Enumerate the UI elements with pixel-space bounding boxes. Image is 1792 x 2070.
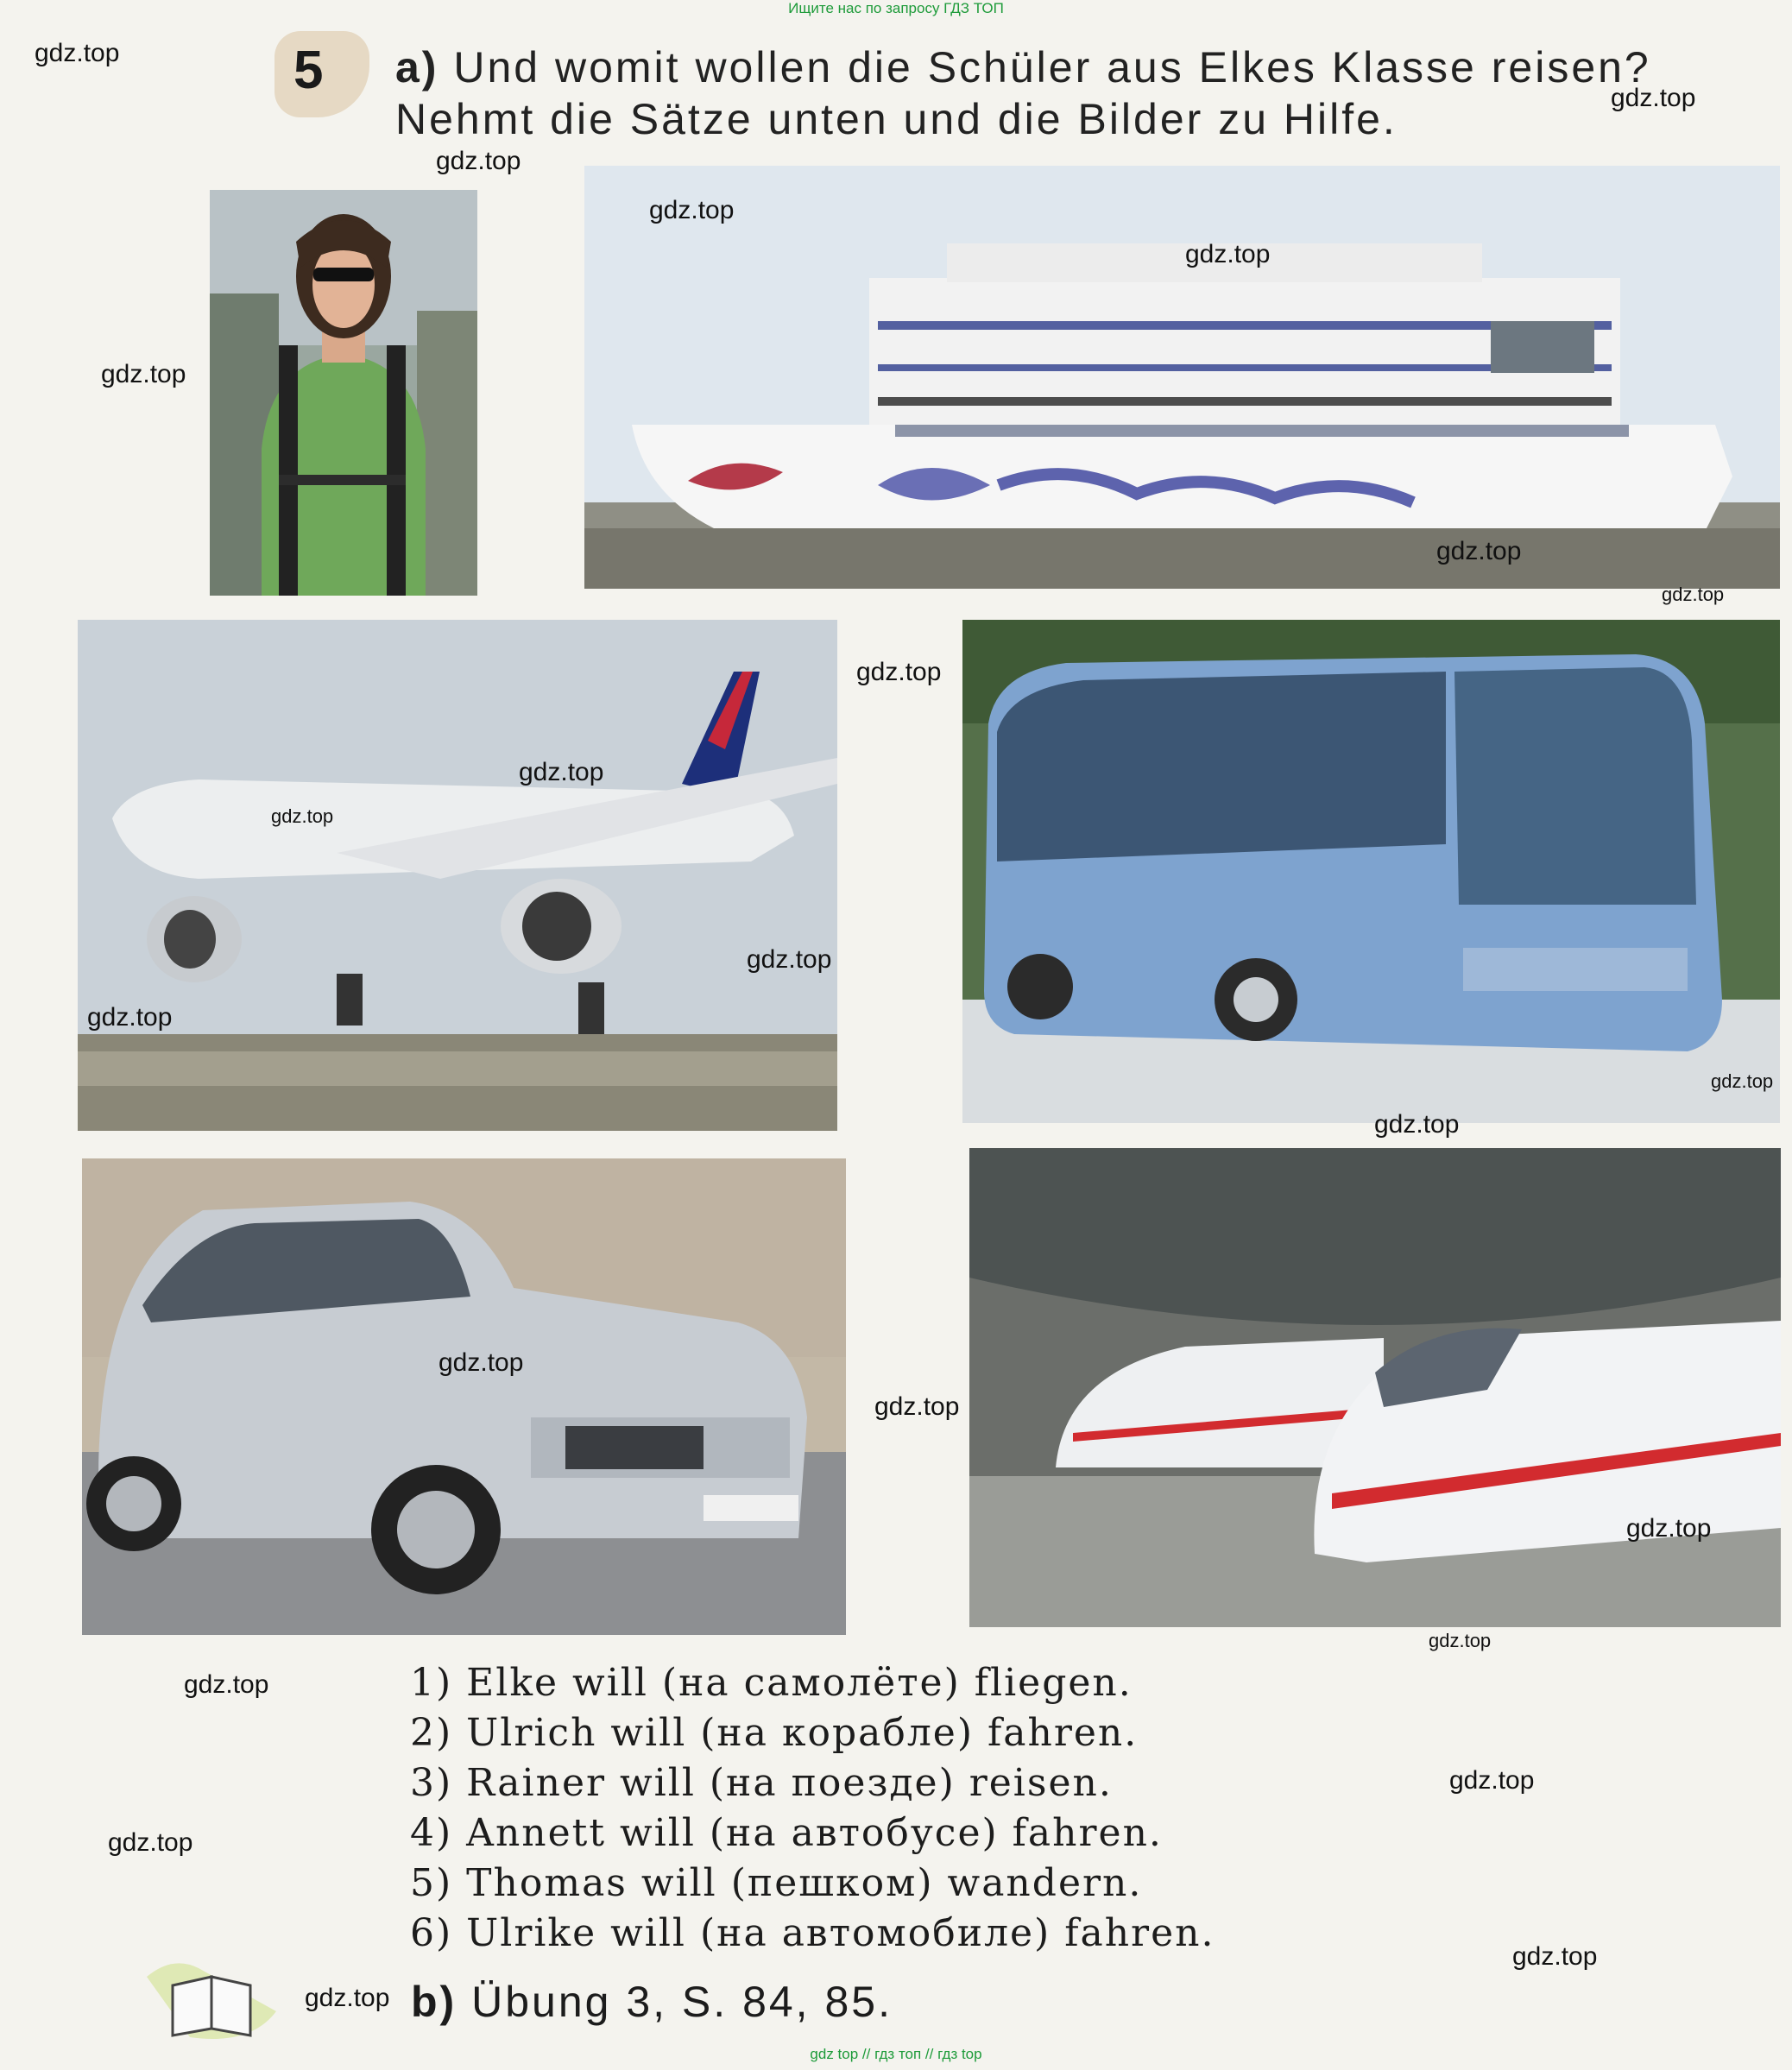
cruise-ship-photo: [584, 166, 1780, 589]
sentence-5: 5) Thomas will (пешком) wandern.: [410, 1861, 1143, 1905]
watermark: gdz.top: [436, 147, 521, 175]
watermark: gdz.top: [1662, 584, 1725, 605]
workbook-icon: [138, 1951, 285, 2046]
watermark: gdz.top: [519, 758, 604, 786]
watermark: gdz.top: [87, 1003, 173, 1032]
watermark: gdz.top: [1185, 240, 1271, 268]
coach-bus-photo: [962, 620, 1780, 1123]
sentence-6: 6) Ulrike will (на автомобиле) fahren.: [410, 1911, 1215, 1955]
part-b-label: b): [411, 1978, 457, 2026]
top-banner: Ищите нас по запросу ГДЗ ТОП: [788, 0, 1004, 16]
watermark: gdz.top: [305, 1984, 390, 2012]
watermark: gdz.top: [1429, 1630, 1492, 1651]
watermark: gdz.top: [1436, 537, 1522, 565]
watermark: gdz.top: [35, 39, 120, 67]
watermark: gdz.top: [1626, 1514, 1712, 1543]
watermark: gdz.top: [874, 1392, 960, 1421]
watermark: gdz.top: [108, 1828, 193, 1857]
task-heading: [395, 41, 1776, 145]
sentence-2: 2) Ulrich will (на корабле) fahren.: [410, 1711, 1139, 1755]
watermark: gdz.top: [184, 1670, 269, 1699]
watermark: gdz.top: [856, 658, 942, 686]
watermark: gdz.top: [271, 805, 334, 827]
part-b-text: Übung 3, S. 84, 85.: [471, 1978, 893, 2026]
sentence-1: 1) Elke will (на самолёте) fliegen.: [410, 1661, 1133, 1705]
part-a-label: a): [395, 43, 439, 92]
ice-train-photo: [969, 1148, 1781, 1627]
watermark: gdz.top: [1374, 1110, 1460, 1139]
watermark: gdz.top: [1611, 84, 1696, 112]
part-a-text: Und womit wollen die Schüler aus Elkes Klasse reisen? Nehmt die Sätze unten und die Bilder zu Hilfe.: [395, 43, 1651, 143]
watermark: gdz.top: [101, 360, 186, 388]
watermark: gdz.top: [747, 945, 832, 974]
sentence-3: 3) Rainer will (на поезде) reisen.: [410, 1761, 1113, 1805]
hiker-photo: [210, 190, 477, 596]
part-b: [411, 1977, 893, 2027]
airplane-photo: [78, 620, 837, 1131]
watermark: gdz.top: [1449, 1766, 1535, 1795]
watermark: gdz.top: [649, 196, 735, 224]
sentence-4: 4) Annett will (на автобусе) fahren.: [410, 1811, 1163, 1855]
watermark: gdz.top: [439, 1348, 524, 1377]
watermark: gdz.top: [1711, 1070, 1774, 1092]
watermark: gdz.top: [1512, 1942, 1598, 1971]
car-photo: [82, 1158, 846, 1635]
exercise-number: 5: [293, 41, 324, 100]
bottom-banner: gdz top // гдз топ // гдз top: [810, 2046, 982, 2062]
